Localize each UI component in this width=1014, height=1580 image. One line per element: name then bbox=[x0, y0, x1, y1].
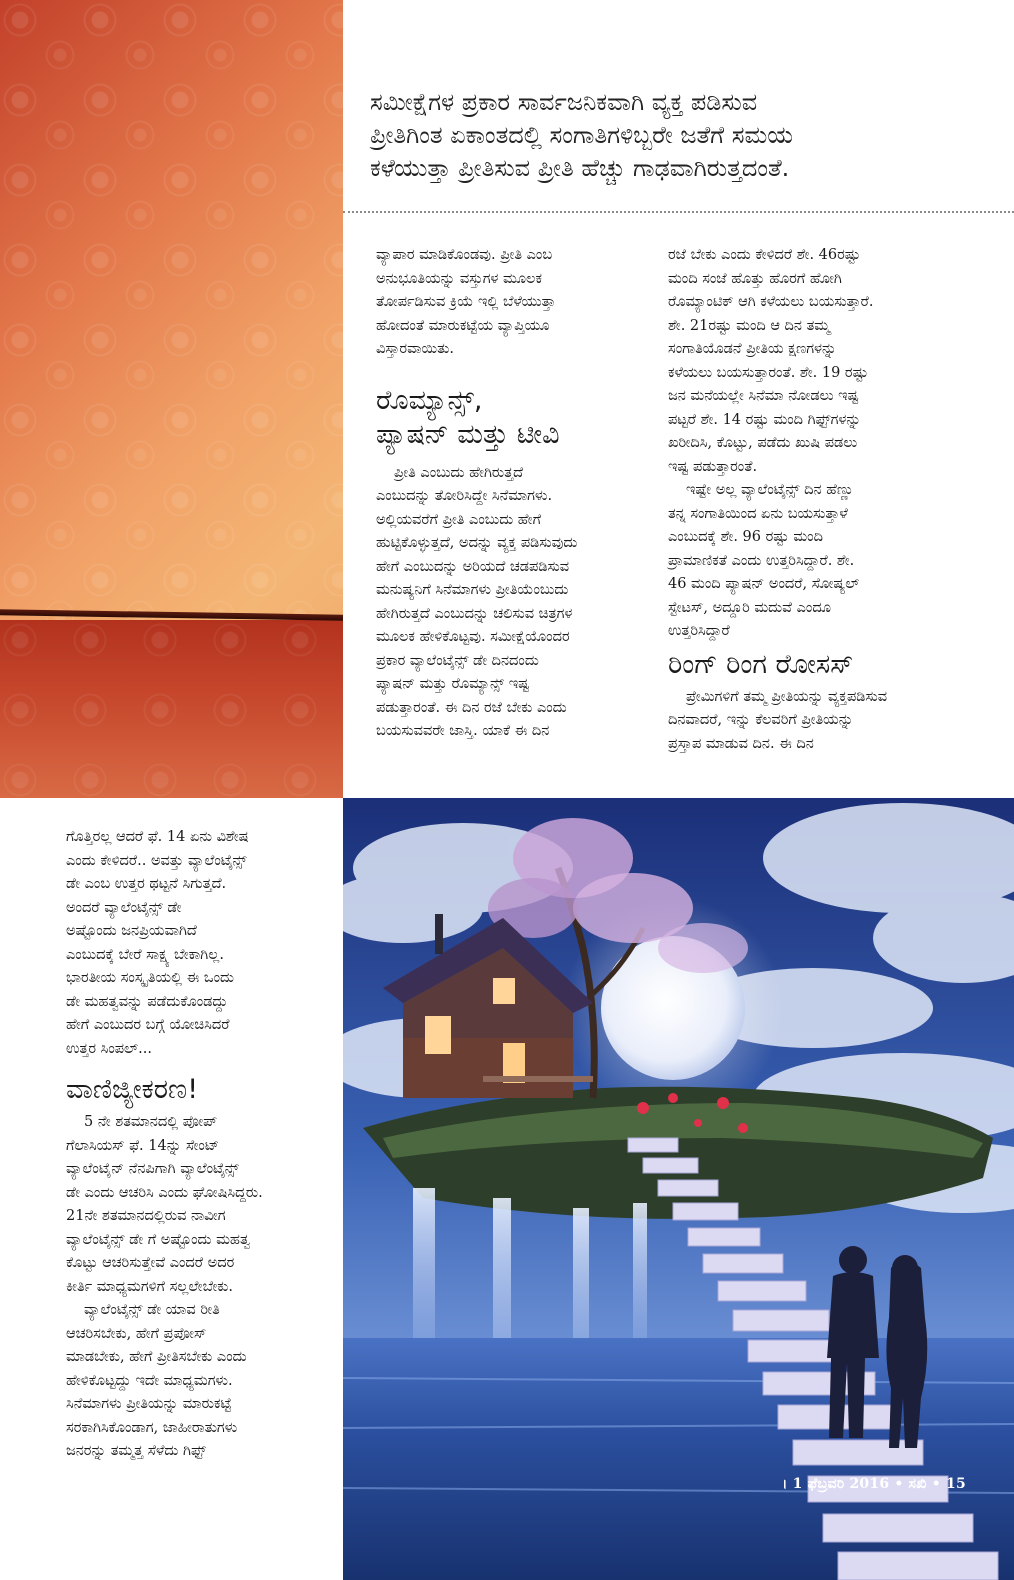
survey-paragraph-2: ಇಷ್ಟೇ ಅಲ್ಲ ವ್ಯಾಲೆಂಟೈನ್ಸ್ ದಿನ ಹೆಣ್ಣು ತನ್ನ ಸಂಗಾತಿಯಿಂದ ಏನು ಬಯಸುತ್ತಾಳೆ ಎಂಬುದಕ್ಕೆ ಶೇ. 96 ರಷ್ಟು ಮಂದಿ ಪ್ರಾಮಾಣಿಕತೆ ಎಂದು ಉತ್ತರಿಸಿದ್ದಾರೆ. ಶೇ. 46 ಮಂದಿ ಪ್ಯಾಷನ್ ಅಂದರೆ, ಸೋಷ್ಯಲ್ ಸ್ಟೇಟಸ್, ಅದ್ದೂರಿ ಮದುವೆ ಎಂದೂ ಉತ್ತರಿಸಿದ್ದಾರೆ bbox=[668, 482, 860, 639]
section-heading-commercialization: ವಾಣಿಜ್ಯೀಕರಣ! bbox=[66, 1074, 199, 1105]
intro-paragraph: ವ್ಯಾಪಾರ ಮಾಡಿಕೊಂಡವು. ಪ್ರೀತಿ ಎಂಬ ಅನುಭೂತಿಯನ್ನು ವಸ್ತುಗಳ ಮೂಲಕ ತೋರ್ಪಡಿಸುವ ಕ್ರಿಯೆ ಇಲ್ಲಿ ಬೆಳೆಯುತ್ತಾ ಹೋದಂತೆ ಮಾರುಕಟ್ಟೆಯ ವ್ಯಾಪ್ತಿಯೂ ವಿಸ್ತಾರವಾಯಿತು. bbox=[376, 247, 556, 357]
valentine-intro-paragraph: ಗೊತ್ತಿರಲ್ಲ ಆದರೆ ಫೆ. 14 ಏನು ವಿಶೇಷ ಎಂದು ಕೇಳಿದರೆ.. ಅವತ್ತು ವ್ಯಾಲೆಂಟೈನ್ಸ್ ಡೇ ಎಂಬ ಉತ್ತರ ಥಟ್ಟನೆ ಸಿಗುತ್ತದೆ. ಅಂದರೆ ವ್ಯಾಲೆಂಟೈನ್ಸ್ ಡೇ ಅಷ್ಟೊಂದು ಜನಪ್ರಿಯವಾಗಿದೆ ಎಂಬುದಕ್ಕೆ ಬೇರೆ ಸಾಕ್ಷ್ಯ ಬೇಕಾಗಿಲ್ಲ. ಭಾರತೀಯ ಸಂಸ್ಕೃತಿಯಲ್ಲಿ ಈ ಒಂದು ಡೇ ಮಹತ್ವವನ್ನು ಪಡೆದುಕೊಂಡದ್ದು ಹೇಗೆ ಎಂಬುದರ ಬಗ್ಗೆ ಯೋಚಿಸಿದರೆ ಉತ್ತರ ಸಿಂಪಲ್... bbox=[66, 829, 249, 1057]
pull-quote bbox=[370, 86, 980, 185]
body-paragraph: ಪ್ರೀತಿ ಎಂಬುದು ಹೇಗಿರುತ್ತದೆ ಎಂಬುದನ್ನು ತೋರಿಸಿದ್ದೇ ಸಿನೆಮಾಗಳು. ಅಲ್ಲಿಯವರೆಗೆ ಪ್ರೀತಿ ಎಂಬುದು ಹೇಗೆ ಹುಟ್ಟಿಕೊಳ್ಳುತ್ತದೆ, ಅದನ್ನು ವ್ಯಕ್ತ ಪಡಿಸುವುದು ಹೇಗೆ ಎಂಬುದನ್ನು ಅರಿಯದೆ ಚಡಪಡಿಸುವ ಮನುಷ್ಯನಿಗೆ ಸಿನೆಮಾಗಳು ಪ್ರೀತಿಯೆಂಬುದು ಹೇಗಿರುತ್ತದೆ ಎಂಬುದನ್ನು ಚಲಿಸುವ ಚಿತ್ರಗಳ ಮೂಲಕ ಹೇಳಿಕೊಟ್ಟವು. ಸಮೀಕ್ಷೆಯೊಂದರ ಪ್ರಕಾರ ವ್ಯಾಲೆಂಟೈನ್ಸ್ ಡೇ ದಿನದಂದು ಪ್ಯಾಷನ್ ಮತ್ತು ರೊಮ್ಯಾನ್ಸ್ ಇಷ್ಟ ಪಡುತ್ತಾರಂತೆ. ಈ ದಿನ ರಜೆ ಬೇಕು ಎಂದು ಬಯಸುವವರೇ ಜಾಸ್ತಿ. ಯಾಕೆ ಈ ದಿನ bbox=[376, 464, 578, 739]
romantic-fantasy-illustration bbox=[343, 798, 1014, 1580]
decorative-pattern-panel bbox=[0, 0, 343, 798]
article-column-1 bbox=[376, 244, 638, 744]
decorative-lower-band bbox=[0, 620, 343, 798]
dotted-divider bbox=[343, 211, 1014, 213]
section-heading-romance: ರೊಮ್ಯಾನ್ಸ್, ಪ್ಯಾಷನ್ ಮತ್ತು ಟೀವಿ bbox=[376, 384, 560, 450]
media-paragraph: ವ್ಯಾಲೆಂಟೈನ್ಸ್ ಡೇ ಯಾವ ರೀತಿ ಆಚರಿಸಬೇಕು, ಹೇಗೆ ಪ್ರಪೋಸ್ ಮಾಡಬೇಕು, ಹೇಗೆ ಪ್ರೀತಿಸಬೇಕು ಎಂದು ಹೇಳಿಕೊಟ್ಟದ್ದು ಇದೇ ಮಾಧ್ಯಮಗಳು. ಸಿನೆಮಾಗಳು ಪ್ರೀತಿಯನ್ನು ಮಾರುಕಟ್ಟೆ ಸರಕಾಗಿಸಿಕೊಂಡಾಗ, ಜಾಹೀರಾತುಗಳು ಜನರನ್ನು ತಮ್ಮತ್ತ ಸೆಳೆದು ಗಿಫ್ಟ್ bbox=[66, 1302, 247, 1459]
section-heading-ring-roses: ರಿಂಗ್ ರಿಂಗ ರೋಸಸ್ bbox=[668, 648, 854, 680]
article-column-3 bbox=[66, 826, 324, 1464]
illustration-svg bbox=[343, 798, 1014, 1580]
pull-quote-line: ಸಮೀಕ್ಷೆಗಳ ಪ್ರಕಾರ ಸಾರ್ವಜನಿಕವಾಗಿ ವ್ಯಕ್ತ ಪಡಿಸುವ bbox=[370, 88, 758, 116]
proposal-paragraph: ಪ್ರೇಮಿಗಳಿಗೆ ತಮ್ಮ ಪ್ರೀತಿಯನ್ನು ವ್ಯಕ್ತಪಡಿಸುವ ದಿನವಾದರೆ, ಇನ್ನು ಕೆಲವರಿಗೆ ಪ್ರೀತಿಯನ್ನು ಪ್ರಸ್ತಾಪ ಮಾಡುವ ದಿನ. ಈ ದಿನ bbox=[668, 688, 888, 752]
history-paragraph: 5 ನೇ ಶತಮಾನದಲ್ಲಿ ಪೋಪ್ ಗೆಲಾಸಿಯಸ್ ಫೆ. 14ನ್ನು ಸೇಂಟ್ ವ್ಯಾಲೆಂಟೈನ್ ನೆನಪಿಗಾಗಿ ವ್ಯಾಲೆಂಟೈನ್ಸ್ ಡೇ ಎಂದು ಆಚರಿಸಿ ಎಂದು ಘೋಷಿಸಿದ್ದರು. 21ನೇ ಶತಮಾನದಲ್ಲಿರುವ ನಾವೀಗ ವ್ಯಾಲೆಂಟೈನ್ಸ್ ಡೇ ಗೆ ಅಷ್ಟೊಂದು ಮಹತ್ವ ಕೊಟ್ಟು ಆಚರಿಸುತ್ತೇವೆ ಎಂದರೆ ಅದರ ಕೀರ್ತಿ ಮಾಧ್ಯಮಗಳಿಗೆ ಸಲ್ಲಲೇಬೇಕು. bbox=[66, 1114, 263, 1295]
page-folio: । 1 ಫೆಬ್ರವರಿ 2016 • ಸಖಿ • 15 bbox=[782, 1476, 966, 1492]
pull-quote-line: ಕಳೆಯುತ್ತಾ ಪ್ರೀತಿಸುವ ಪ್ರೀತಿ ಹೆಚ್ಚು ಗಾಢವಾಗಿರುತ್ತದಂತೆ. bbox=[370, 154, 790, 182]
pull-quote-line: ಪ್ರೀತಿಗಿಂತ ಏಕಾಂತದಲ್ಲಿ ಸಂಗಾತಿಗಳಿಬ್ಬರೇ ಜತೆಗೆ ಸಮಯ bbox=[370, 121, 794, 149]
survey-paragraph: ರಜೆ ಬೇಕು ಎಂದು ಕೇಳಿದರೆ ಶೇ. 46ರಷ್ಟು ಮಂದಿ ಸಂಜೆ ಹೊತ್ತು ಹೊರಗೆ ಹೋಗಿ ರೊಮ್ಯಾಂಟಿಕ್ ಆಗಿ ಕಳೆಯಲು ಬಯಸುತ್ತಾರೆ. ಶೇ. 21ರಷ್ಟು ಮಂದಿ ಆ ದಿನ ತಮ್ಮ ಸಂಗಾತಿಯೊಡನೆ ಪ್ರೀತಿಯ ಕ್ಷಣಗಳನ್ನು ಕಳೆಯಲು ಬಯಸುತ್ತಾರಂತೆ. ಶೇ. 19 ರಷ್ಟು ಜನ ಮನೆಯಲ್ಲೇ ಸಿನೆಮಾ ನೋಡಲು ಇಷ್ಟ ಪಟ್ಟರೆ ಶೇ. 14 ರಷ್ಟು ಮಂದಿ ಗಿಫ್ಟ್‌ಗಳನ್ನು ಖರೀದಿಸಿ, ಕೊಟ್ಟು, ಪಡೆದು ಖುಷಿ ಪಡಲು ಇಷ್ಟ ಪಡುತ್ತಾರಂತೆ. bbox=[668, 247, 874, 475]
article-column-2 bbox=[668, 244, 948, 756]
